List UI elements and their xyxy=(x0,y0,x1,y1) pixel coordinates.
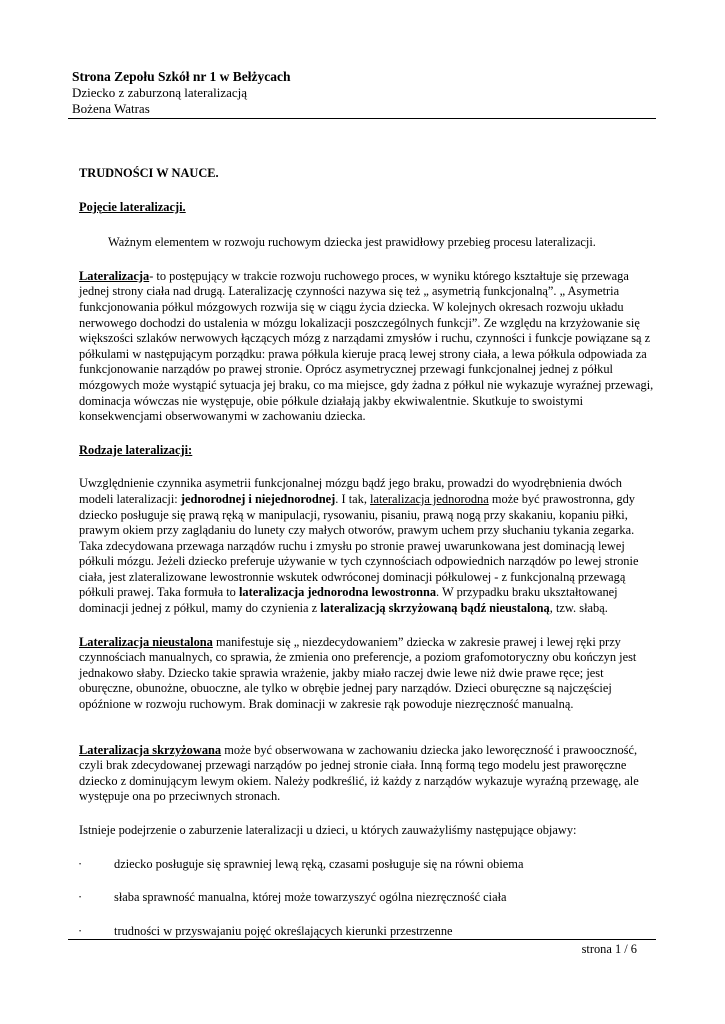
list-item xyxy=(72,924,656,940)
bullet-icon: · xyxy=(78,890,83,905)
header-author: Bożena Watras xyxy=(72,101,150,116)
lateralization-term: Lateralizacja xyxy=(79,268,150,283)
bullet-icon: · xyxy=(78,856,83,871)
concept-heading-text: Pojęcie lateralizacji. xyxy=(79,199,186,214)
types-text-a: Uwzględnienie czynnika asymetrii funkcjonalnej mózgu bądź jego braku, prowadzi do wyodrębnienia dwóch modeli lateralizacji: xyxy=(79,476,622,506)
concept-heading xyxy=(79,200,656,216)
list-item xyxy=(72,890,656,906)
unstable-text: manifestuje się „ niezdecydowaniem” dziecka w zakresie prawej i lewej ręki przy czynnościach manualnych, co sprawia, że zmienia ono preferencje, a poziom grafomotoryczny obu kończyn jest jednakowo słaby. Dziecko takie sprawia wrażenie, jakby miało raczej dwie lewe niż dwie prawe ręce; jest oburęczne, obunożne, obuoczne, ale tylko w obrębie jednej pary narządów. Dzieci oburęczne są najczęściej opóźnione w rozwoju ruchowym. Brak dominacji w zakresie rąk powoduje niezręczność manualną. xyxy=(79,634,637,712)
lateralization-definition xyxy=(72,269,656,425)
header-divider xyxy=(68,118,656,119)
footer-divider xyxy=(68,939,656,940)
types-text-i: , tzw. słabą. xyxy=(549,601,608,616)
types-text-g: . W przypadku braku ukształtowanej dominacji jednej z półkul, mamy do czynienia z xyxy=(79,585,618,616)
intro-paragraph: Ważnym elementem w rozwoju ruchowym dziecka jest prawidłowy przebieg procesu lateralizacji. xyxy=(108,235,596,250)
list-item xyxy=(72,857,656,873)
header-title: Strona Zepołu Szkół nr 1 w Bełżycach xyxy=(72,69,291,84)
page-number: strona 1 / 6 xyxy=(581,942,637,956)
main-heading: TRUDNOŚCI W NAUCE. xyxy=(79,166,219,180)
lateralization-text: - to postępujący w trakcie rozwoju ruchowego proces, w wyniku którego kształtuje się przewaga jednej strony ciała nad drugą. Lateralizację czynności nazywa się też „ asymetrią funkcjonalną”. „ Asymetria funkcjonowania półkul mózgowych rozwija się w ciągu życia dziecka. W kolejnych okresach rozwoju układu nerwowego dochodzi do ustalenia w mózgu lokalizacji poszczególnych funkcji”. Ze względu na krzyżowanie się większości szlaków nerwowych łączących mózg z narządami zmysłów i ruchu, czynności i funkcje powiązane są z półkulami w następującym porządku: prawa półkula kieruje pracą lewej strony ciała, a lewa półkula odpowiada za funkcjonowanie narządów po prawej stronie. Oprócz asymetrycznej przewagi funkcjonalnej jednej z półkul mózgowych może wystąpić sytuacja jej braku, co ma miejsce, gdy żadna z półkul nie wykazuje wyraźnej przewagi, dominacja wówczas nie występuje, obie półkule działają jakby ekwiwalentnie. Skutkuje to swoistymi konsekwencjami obserwowanymi w zachowaniu dziecka. xyxy=(79,268,654,424)
header-subtitle: Dziecko z zaburzoną lateralizacją xyxy=(72,85,248,100)
unstable-paragraph xyxy=(72,635,656,713)
list-item-text: słaba sprawność manualna, której może towarzyszyć ogólna niezręczność ciała xyxy=(114,890,507,905)
crossed-term: Lateralizacja skrzyżowana xyxy=(79,742,222,757)
list-item-text: trudności w przyswajaniu pojęć określających kierunki przestrzenne xyxy=(114,923,453,938)
types-text-e: może być prawostronna, gdy dziecko posługuje się prawą ręką w manipulacji, rysowaniu, pisaniu, prawą nogą przy skakaniu, kopaniu piłki, prawym okiem przy zaglądaniu do lunety czy małych otworów, prawym uchem przy słuchaniu tykania zegarka. Taka zdecydowana przewaga narządów ruchu i zmysłu po stronie prawej uwarunkowana jest dominacją lewej półkuli mózgu. Jeżeli dziecko preferuje używanie w tych czynnościach odpowiednich narządów po lewej stronie ciała, jest zlateralizowane lewostronnie wskutek odwróconej dominacji półkulowej - z funkcjonalną przewagą półkuli prawej. Taka formuła to xyxy=(79,491,639,600)
types-heading-text: Rodzaje lateralizacji: xyxy=(79,442,193,457)
types-heading xyxy=(79,443,656,459)
unstable-term: Lateralizacja nieustalona xyxy=(79,634,213,649)
list-item-text: dziecko posługuje się sprawniej lewą ręką, czasami posługuje się na równi obiema xyxy=(114,856,524,871)
suspicion-paragraph: Istnieje podejrzenie o zaburzenie lateralizacji u dzieci, u których zauważyliśmy następujące objawy: xyxy=(79,823,577,837)
types-bold-models: jednorodnej i niejednorodnej xyxy=(180,491,336,506)
types-text-c: . I tak, xyxy=(335,491,371,506)
crossed-text: może być obserwowana w zachowaniu dziecka jako leworęczność i prawooczność, czyli brak zdecydowanej przewagi narządów po jednej stronie ciała. Inną formą tego modelu jest praworęczne dziecko z dominującym lewym okiem. Należy podkreślić, iż każdy z narządów wykazuje wyraźną przewagę, ale występuje ona po przeciwnych stronach. xyxy=(79,742,639,804)
document-body xyxy=(72,166,656,939)
types-underlined-uniform: lateralizacja jednorodna xyxy=(370,491,489,506)
bullet-icon: · xyxy=(78,923,83,938)
types-bold-left: lateralizacja jednorodna lewostronna xyxy=(238,585,437,600)
page-header xyxy=(72,69,652,117)
types-paragraph xyxy=(72,476,656,616)
crossed-paragraph xyxy=(72,743,656,805)
types-bold-crossed: lateralizacją skrzyżowaną bądź nieustaloną xyxy=(320,601,550,616)
